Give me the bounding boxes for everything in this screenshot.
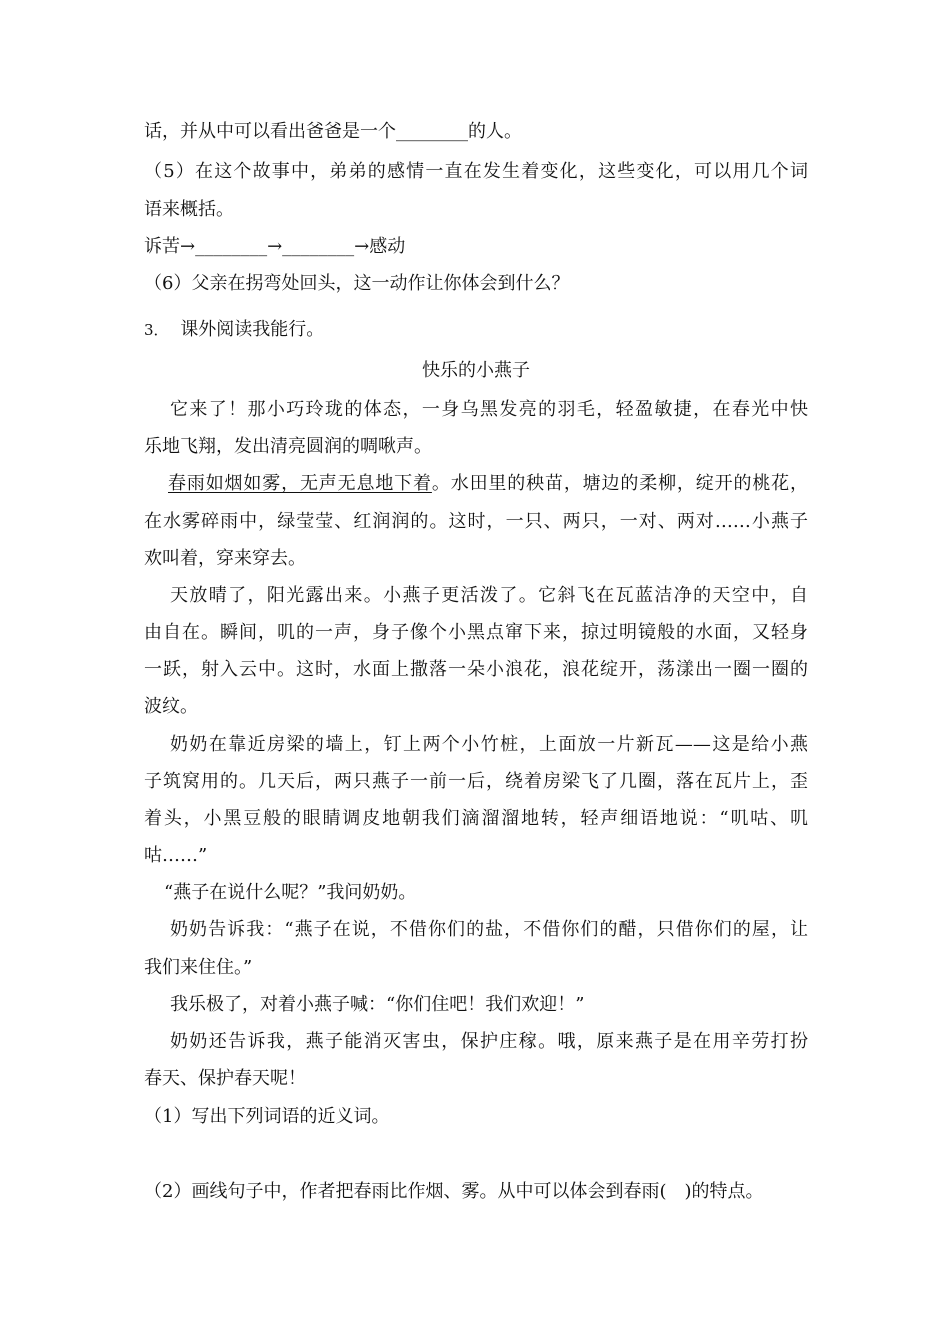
question-5-line-1: （5）在这个故事中，弟弟的感情一直在发生着变化，这些变化，可以用几个词 [144, 161, 808, 182]
question-6: （6）父亲在拐弯处回头，这一动作让你体会到什么？ [144, 273, 570, 294]
paragraph-1-line-1: 它来了！那小巧玲珑的体态，一身乌黑发亮的羽毛，轻盈敏捷，在春光中快 [170, 399, 808, 420]
underlined-sentence: 春雨如烟如雾，无声无息地下着 [168, 473, 432, 494]
section-number: 3． [144, 321, 169, 339]
question-2: （2）画线句子中，作者把春雨比作烟、雾。从中可以体会到春雨( )的特点。 [144, 1181, 764, 1202]
paragraph-4-line-2: 子筑窝用的。几天后，两只燕子一前一后，绕着房梁飞了几圈，落在瓦片上，歪 [144, 771, 808, 792]
question-1: （1）写出下列词语的近义词。 [144, 1106, 390, 1127]
paragraph-1-line-2: 乐地飞翔，发出清亮圆润的啁啾声。 [144, 436, 432, 457]
section-3-heading [144, 318, 808, 342]
paragraph-3-line-2: 由自在。瞬间，叽的一声，身子像个小黑点窜下来，掠过明镜般的水面，又轻身 [144, 622, 808, 643]
paragraph-2-line-2: 在水雾碎雨中，绿莹莹、红润润的。这时，一只、两只，一对、两对……小燕子 [144, 511, 808, 532]
paragraph-4-line-4: 咕……” [144, 845, 208, 866]
question-continuation: 话，并从中可以看出爸爸是一个________的人。 [144, 121, 522, 142]
section-title: 课外阅读我能行。 [180, 319, 325, 340]
paragraph-4-line-3: 着头，小黑豆般的眼睛调皮地朝我们滴溜溜地转，轻声细语地说：“叽咕、叽 [144, 808, 808, 829]
question-5-answer-chain: 诉苦→________→________→感动 [144, 236, 406, 257]
paragraph-4-line-1: 奶奶在靠近房梁的墙上，钉上两个小竹桩，上面放一片新瓦——这是给小燕 [170, 734, 808, 755]
question-5-line-2: 语来概括。 [144, 199, 234, 220]
paragraph-8-line-2: 春天、保护春天呢！ [144, 1068, 306, 1089]
paragraph-3-line-4: 波纹。 [144, 696, 198, 717]
paragraph-2-line-1-rest: 。水田里的秧苗，塘边的柔柳，绽开的桃花， [431, 473, 808, 494]
paragraph-6-line-1: 奶奶告诉我：“燕子在说，不借你们的盐，不借你们的醋，只借你们的屋，让 [170, 919, 808, 940]
paragraph-3-line-3: 一跃，射入云中。这时，水面上撒落一朵小浪花，浪花绽开，荡漾出一圈一圈的 [144, 659, 808, 680]
paragraph-8-line-1: 奶奶还告诉我，燕子能消灭害虫，保护庄稼。哦，原来燕子是在用辛劳打扮 [170, 1031, 808, 1052]
paragraph-7: 我乐极了，对着小燕子喊：“你们住吧！我们欢迎！” [170, 994, 585, 1015]
paragraph-6-line-2: 我们来住住。” [144, 957, 253, 978]
paragraph-3-line-1: 天放晴了，阳光露出来。小燕子更活泼了。它斜飞在瓦蓝洁净的天空中，自 [170, 585, 808, 606]
passage-title: 快乐的小燕子 [422, 360, 530, 381]
paragraph-2-line-1 [168, 472, 808, 496]
paragraph-5: “燕子在说什么呢？”我问奶奶。 [164, 882, 417, 903]
paragraph-2-line-3: 欢叫着，穿来穿去。 [144, 548, 306, 569]
